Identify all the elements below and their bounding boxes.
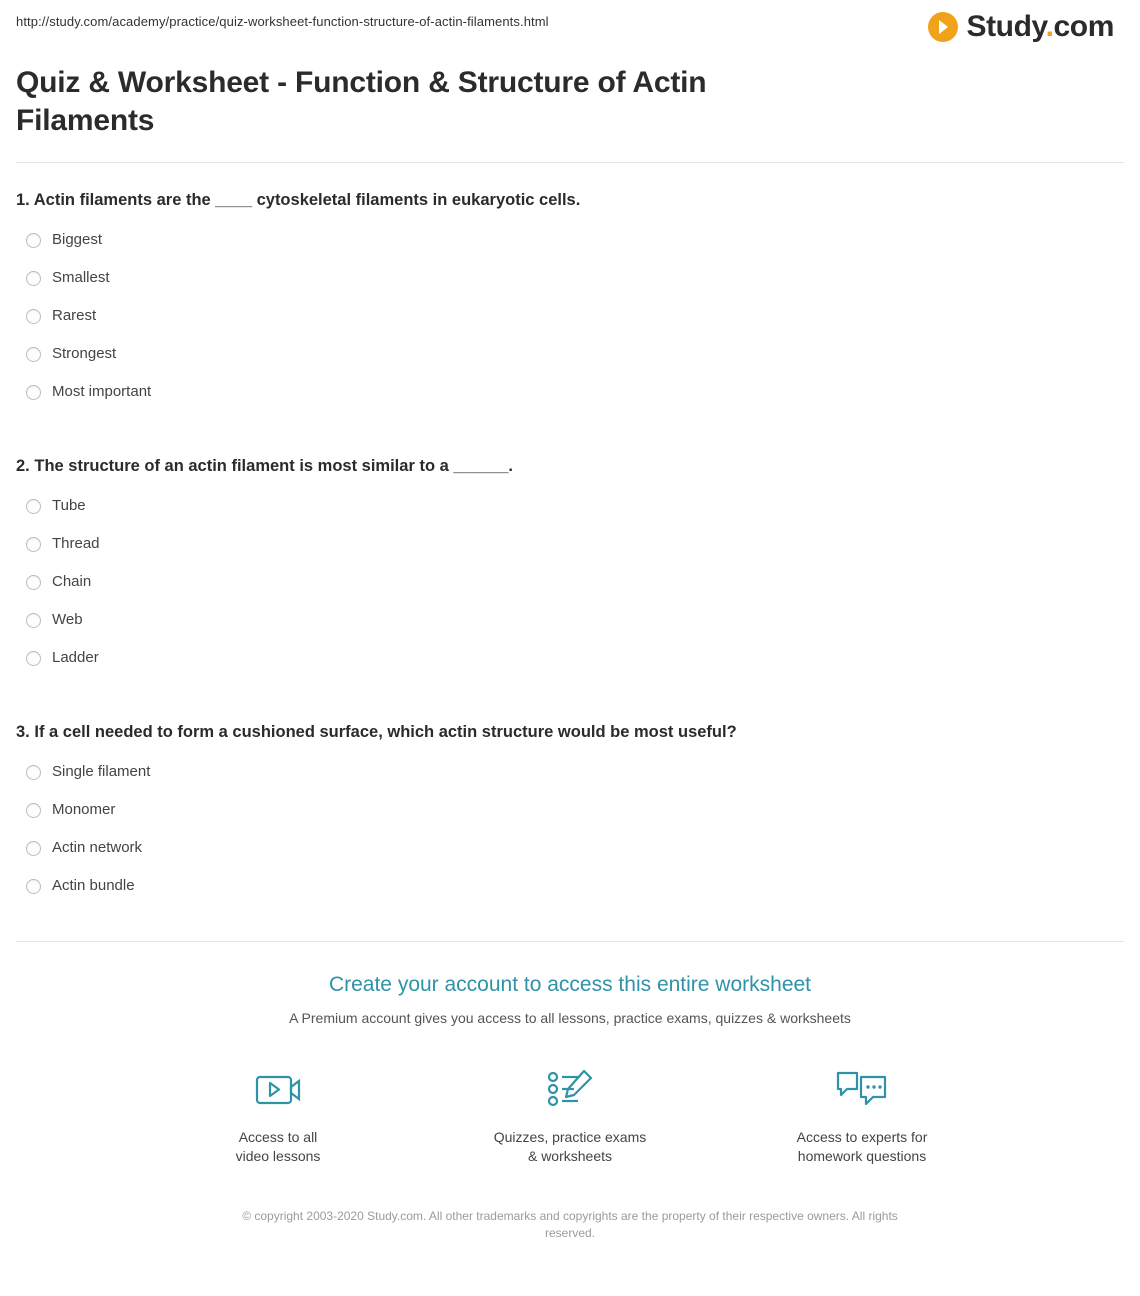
question-block (16, 189, 1124, 411)
option-row[interactable] (16, 259, 1124, 297)
feature-line-1: Access to all (238, 1129, 318, 1145)
feature-list (16, 1064, 1124, 1166)
brand-name-tld: com (1053, 10, 1114, 43)
radio-button-icon[interactable] (26, 385, 41, 400)
feature-text (480, 1128, 660, 1166)
option-label: Single filament (52, 763, 151, 780)
option-label: Chain (52, 573, 92, 590)
radio-button-icon[interactable] (26, 499, 41, 514)
brand-wordmark (966, 12, 1114, 42)
feature-item (772, 1064, 952, 1166)
option-row[interactable] (16, 867, 1124, 905)
question-text (16, 455, 1124, 477)
radio-button-icon[interactable] (26, 537, 41, 552)
video-play-icon (188, 1064, 368, 1116)
feature-text (772, 1128, 952, 1166)
radio-button-icon[interactable] (26, 879, 41, 894)
option-row[interactable] (16, 791, 1124, 829)
option-row[interactable] (16, 753, 1124, 791)
feature-line-1: Access to experts for (796, 1129, 928, 1145)
page-url: http://study.com/academy/practice/quiz-worksheet-function-structure-of-actin-filaments.html (16, 14, 549, 29)
feature-item (480, 1064, 660, 1166)
copyright-notice: © copyright 2003-2020 Study.com. All other trademarks and copyrights are the property of their respective owners. All rights reserved. (242, 1209, 898, 1240)
feature-line-2: homework questions (797, 1148, 927, 1164)
radio-button-icon[interactable] (26, 309, 41, 324)
radio-button-icon[interactable] (26, 271, 41, 286)
question-number: 1. (16, 191, 30, 209)
option-label: Ladder (52, 649, 99, 666)
question-block (16, 455, 1124, 677)
brand-name-dot: . (1045, 10, 1054, 43)
radio-button-icon[interactable] (26, 765, 41, 780)
options-list (16, 221, 1124, 411)
question-block (16, 721, 1124, 905)
option-row[interactable] (16, 829, 1124, 867)
option-row[interactable] (16, 335, 1124, 373)
option-row[interactable] (16, 487, 1124, 525)
question-spacer (16, 677, 1124, 695)
study-com-logo (928, 12, 1124, 42)
chat-bubbles-icon (772, 1064, 952, 1116)
option-row[interactable] (16, 563, 1124, 601)
upsell-section (16, 941, 1124, 1272)
radio-button-icon[interactable] (26, 233, 41, 248)
option-label: Rarest (52, 307, 97, 324)
option-row[interactable] (16, 601, 1124, 639)
option-row[interactable] (16, 639, 1124, 677)
option-label: Strongest (52, 345, 117, 362)
option-label: Tube (52, 497, 86, 514)
option-row[interactable] (16, 525, 1124, 563)
feature-item (188, 1064, 368, 1166)
option-label: Actin network (52, 839, 143, 856)
page-title: Quiz & Worksheet - Function & Structure of Actin Filaments (16, 66, 707, 137)
title-divider (16, 162, 1124, 163)
question-number: 3. (16, 723, 30, 741)
option-row[interactable] (16, 373, 1124, 411)
question-text (16, 721, 1124, 743)
feature-line-1: Quizzes, practice exams (493, 1129, 647, 1145)
quiz-checklist-icon (480, 1064, 660, 1116)
feature-line-2: & worksheets (527, 1148, 613, 1164)
option-row[interactable] (16, 221, 1124, 259)
option-row[interactable] (16, 297, 1124, 335)
page-header (16, 0, 1124, 42)
radio-button-icon[interactable] (26, 613, 41, 628)
question-body: If a cell needed to form a cushioned surface, which actin structure would be most useful? (34, 723, 737, 741)
brand-name-main: Study (966, 10, 1046, 43)
option-label: Monomer (52, 801, 116, 818)
radio-button-icon[interactable] (26, 575, 41, 590)
feature-line-2: video lessons (235, 1148, 321, 1164)
option-label: Actin bundle (52, 877, 135, 894)
options-list (16, 487, 1124, 677)
question-text (16, 189, 1124, 211)
radio-button-icon[interactable] (26, 841, 41, 856)
play-circle-icon (928, 12, 958, 42)
radio-button-icon[interactable] (26, 347, 41, 362)
question-spacer (16, 411, 1124, 429)
option-label: Most important (52, 383, 152, 400)
question-number: 2. (16, 457, 30, 475)
upsell-title[interactable]: Create your account to access this entire worksheet (328, 973, 812, 996)
feature-text (188, 1128, 368, 1166)
question-body: The structure of an actin filament is most similar to a ______. (34, 457, 514, 475)
option-label: Web (52, 611, 83, 628)
option-label: Thread (52, 535, 100, 552)
radio-button-icon[interactable] (26, 803, 41, 818)
option-label: Smallest (52, 269, 110, 286)
question-body: Actin filaments are the ____ cytoskeletal filaments in eukaryotic cells. (33, 191, 581, 209)
upsell-subtitle: A Premium account gives you access to all lessons, practice exams, quizzes & worksheets (289, 1010, 851, 1026)
options-list (16, 753, 1124, 905)
radio-button-icon[interactable] (26, 651, 41, 666)
option-label: Biggest (52, 231, 103, 248)
